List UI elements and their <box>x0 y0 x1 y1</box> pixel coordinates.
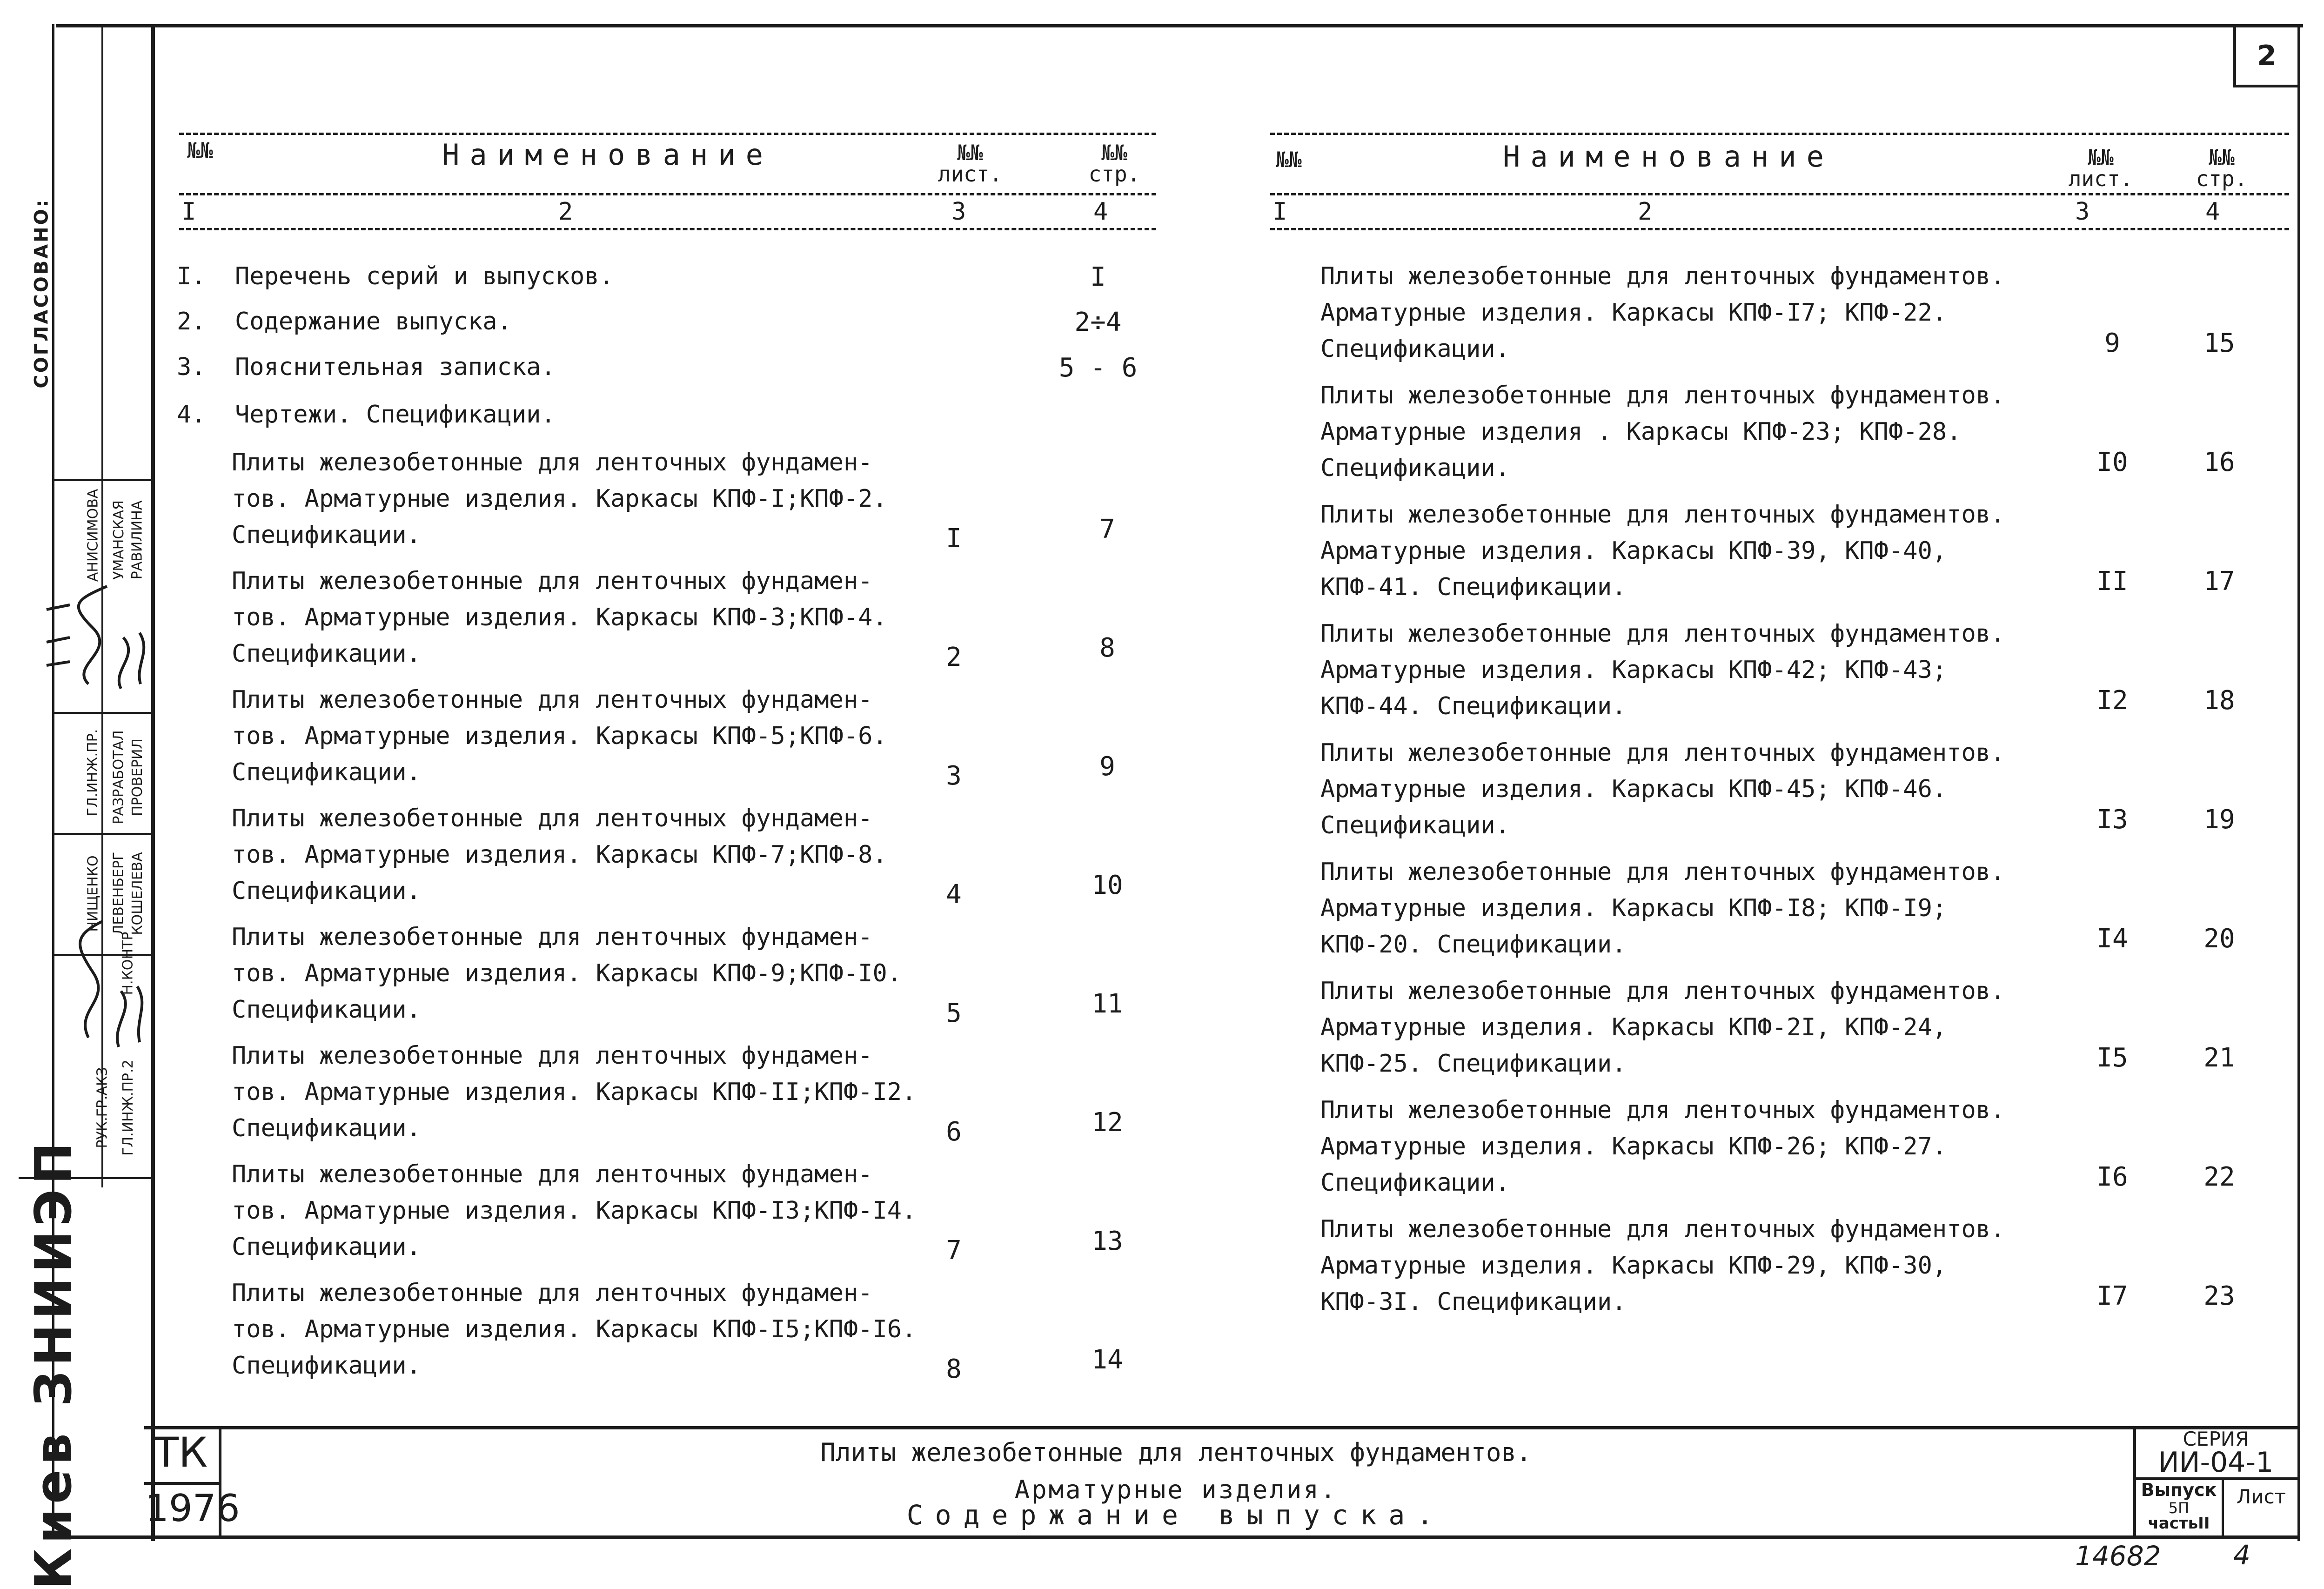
series-value: ИИ-04-1 <box>2158 1446 2274 1479</box>
right-entry-line-1: Плиты железобетонные для ленточных фундаментов. <box>1320 1215 2005 1243</box>
right-entry-sheet: I6 <box>2096 1162 2128 1192</box>
left-entry-sheet: 5 <box>946 998 962 1028</box>
left-entry-line-3: Спецификации. <box>232 521 421 549</box>
stamp-name-2: ЛЕВЕНБЕРГ <box>110 851 127 935</box>
right-entry-line-2: Арматурные изделия. Каркасы КПФ-29, КПФ-30, <box>1320 1252 1947 1280</box>
right-entry-line-3: Спецификации. <box>1320 335 1510 363</box>
intro-item-text: Перечень серий и выпусков. <box>235 262 614 290</box>
left-entry-page: 12 <box>1092 1107 1123 1138</box>
right-entry-sheet: I3 <box>2096 805 2128 835</box>
left-col-name-header: Наименование <box>442 138 773 172</box>
right-entry-line-2: Арматурные изделия. Каркасы КПФ-2I, КПФ-24, <box>1320 1013 1947 1041</box>
right-entry-sheet: I0 <box>2096 447 2128 477</box>
right-colnum-2: 2 <box>1638 198 1653 226</box>
right-entry-line-1: Плиты железобетонные для ленточных фундаментов. <box>1320 262 2005 290</box>
approval-label-cell <box>19 154 65 433</box>
page-number: 2 <box>2257 40 2277 72</box>
right-entry-sheet: II <box>2096 566 2128 597</box>
stamp-name-3: КОШЕЛЕВА <box>129 851 146 935</box>
left-entry-line-2: тов. Арматурные изделия. Каркасы КПФ-7;КПФ-8. <box>232 841 887 869</box>
right-entry-page: 22 <box>2203 1162 2235 1192</box>
left-entry-line-2: тов. Арматурные изделия. Каркасы КПФ-I3;КПФ-I4. <box>232 1197 917 1225</box>
part-label-text: часть <box>2148 1514 2198 1533</box>
intro-item-number: I. <box>177 262 206 290</box>
right-col-num-header: №№ <box>1276 147 1302 172</box>
right-col-page-header: №№ стр. <box>2196 145 2248 191</box>
right-entry-page: 18 <box>2203 685 2235 716</box>
right-table-rule-mid <box>1270 193 2289 195</box>
sheet-label: Лист <box>2236 1485 2286 1508</box>
title-line-2: Арматурные изделия. <box>1014 1475 1338 1504</box>
left-entry-line-1: Плиты железобетонные для ленточных фундамен- <box>232 923 873 951</box>
year-label: 1976 <box>145 1487 240 1530</box>
left-colnum-2: 2 <box>558 198 573 226</box>
right-table-rule-bottom <box>1270 228 2289 230</box>
left-colnum-1: I <box>181 198 196 226</box>
stamp-name-1: НИЩЕНКО <box>85 855 101 932</box>
right-entry-line-3: Спецификации. <box>1320 1169 1510 1197</box>
right-entry-sheet: I2 <box>2096 685 2128 716</box>
left-table-rule-bottom <box>179 228 1156 230</box>
right-entry-line-1: Плиты железобетонные для ленточных фундаментов. <box>1320 977 2005 1005</box>
right-entry-page: 23 <box>2203 1281 2235 1311</box>
stamp-role-1: ГЛ.ИНЖ.ПР.2 <box>120 1059 136 1156</box>
right-col-sheet-header: №№ лист. <box>2068 145 2133 191</box>
left-entry-line-1: Плиты железобетонные для ленточных фундамен- <box>232 805 873 832</box>
right-colnum-4: 4 <box>2205 198 2220 226</box>
stamp-name-4: АНИСИМОВА <box>85 489 101 582</box>
right-entry-line-1: Плиты железобетонные для ленточных фундаментов. <box>1320 620 2005 648</box>
series-label: СЕРИЯ <box>2183 1428 2249 1450</box>
intro-item-text: Пояснительная записка. <box>235 353 556 381</box>
footer-sheet: 4 <box>2233 1539 2250 1571</box>
right-entry-line-1: Плиты железобетонные для ленточных фундаментов. <box>1320 858 2005 886</box>
right-entry-line-3: Спецификации. <box>1320 811 1510 839</box>
title-block-top <box>144 1426 2298 1429</box>
stamp-name-6: РАВИЛИНА <box>129 500 146 579</box>
left-entry-sheet: 2 <box>946 642 962 672</box>
left-entry-sheet: 3 <box>946 761 962 791</box>
left-entry-sheet: 8 <box>946 1354 962 1384</box>
title-line-3: Содержание выпуска. <box>906 1499 1446 1531</box>
left-entry-line-3: Спецификации. <box>232 640 421 668</box>
stamp-role-3: Н.КОНТР <box>120 932 136 995</box>
right-entry-line-2: Арматурные изделия. Каркасы КПФ-I8; КПФ-I9; <box>1320 894 1947 922</box>
right-table-rule-top <box>1270 133 2289 135</box>
part-label <box>2135 1514 2223 1533</box>
right-entry-line-3: КПФ-25. Спецификации. <box>1320 1050 1627 1078</box>
left-entry-line-1: Плиты железобетонные для ленточных фундамен- <box>232 449 873 476</box>
right-entry-sheet: I7 <box>2096 1281 2128 1311</box>
right-entry-sheet: I4 <box>2096 924 2128 954</box>
intro-item-page: 5 - 6 <box>1058 353 1138 383</box>
title-line-1: Плиты железобетонные для ленточных фундаментов. <box>820 1438 1532 1467</box>
left-entry-line-1: Плиты железобетонные для ленточных фундамен- <box>232 1160 873 1188</box>
issue-value: 5П <box>2168 1499 2190 1517</box>
left-entry-sheet: 7 <box>946 1235 962 1266</box>
right-entry-sheet: 9 <box>2104 328 2120 358</box>
intro-item-number: 3. <box>177 353 206 381</box>
organization-name: Киев ЗНИИЭП <box>24 1137 83 1589</box>
frame-top <box>56 24 2303 27</box>
title-block-tk-sep <box>144 1482 221 1485</box>
stamp-role-4: ГЛ.ИНЖ.ПР. <box>85 729 101 816</box>
stamp-role-6: ПРОВЕРИЛ <box>129 738 146 816</box>
stamp-sep <box>52 479 152 481</box>
left-entry-line-3: Спецификации. <box>232 758 421 786</box>
right-entry-line-1: Плиты железобетонные для ленточных фундаментов. <box>1320 1096 2005 1124</box>
intro-item-text: Чертежи. Спецификации. <box>235 401 556 429</box>
left-col-sheet-header: №№ лист. <box>938 140 1003 187</box>
right-entry-line-1: Плиты железобетонные для ленточных фундаментов. <box>1320 382 2005 409</box>
right-entry-line-2: Арматурные изделия. Каркасы КПФ-45; КПФ-46. <box>1320 775 1947 803</box>
right-col-name-header: Наименование <box>1503 140 1834 174</box>
intro-item-number: 4. <box>177 401 206 429</box>
left-col-page-header: №№ стр. <box>1088 140 1140 187</box>
right-entry-line-3: КПФ-20. Спецификации. <box>1320 931 1627 959</box>
left-entry-sheet: I <box>946 523 962 554</box>
intro-item-page: I <box>1090 262 1106 292</box>
right-entry-line-2: Арматурные изделия. Каркасы КПФ-39, КПФ-40, <box>1320 537 1947 565</box>
left-table-rule-top <box>179 133 1156 135</box>
left-entry-page: 14 <box>1092 1345 1123 1375</box>
footer-code: 14682 <box>2075 1540 2161 1572</box>
right-entry-line-2: Арматурные изделия . Каркасы КПФ-23; КПФ-28. <box>1320 418 1962 446</box>
left-entry-line-1: Плиты железобетонные для ленточных фундамен- <box>232 1279 873 1307</box>
intro-item-text: Содержание выпуска. <box>235 308 512 335</box>
page-number-box <box>2233 27 2297 87</box>
part-value: II <box>2198 1514 2210 1533</box>
left-entry-page: 13 <box>1092 1226 1123 1256</box>
frame-bottom <box>51 1535 2300 1539</box>
tk-label: ТК <box>154 1428 208 1476</box>
right-entry-page: 17 <box>2203 566 2235 597</box>
left-entry-line-2: тов. Арматурные изделия. Каркасы КПФ-9;КПФ-I0. <box>232 959 902 987</box>
left-entry-page: 10 <box>1092 870 1123 900</box>
left-entry-line-3: Спецификации. <box>232 1233 421 1261</box>
left-entry-line-2: тов. Арматурные изделия. Каркасы КПФ-5;КПФ-6. <box>232 722 887 750</box>
right-entry-page: 15 <box>2203 328 2235 358</box>
left-entry-line-2: тов. Арматурные изделия. Каркасы КПФ-3;КПФ-4. <box>232 603 887 631</box>
left-entry-line-1: Плиты железобетонные для ленточных фундамен- <box>232 567 873 595</box>
left-colnum-3: 3 <box>951 198 966 226</box>
frame-right <box>2297 24 2300 1541</box>
intro-item-number: 2. <box>177 308 206 335</box>
left-entry-line-2: тов. Арматурные изделия. Каркасы КПФ-II;КПФ-I2. <box>232 1078 917 1106</box>
left-entry-line-1: Плиты железобетонные для ленточных фундамен- <box>232 1042 873 1070</box>
issue-label: Выпуск <box>2141 1480 2217 1500</box>
left-colnum-4: 4 <box>1093 198 1108 226</box>
right-entry-page: 19 <box>2203 805 2235 835</box>
right-colnum-1: I <box>1273 198 1287 226</box>
left-entry-sheet: 4 <box>946 879 962 910</box>
right-entry-page: 20 <box>2203 924 2235 954</box>
right-entry-line-3: КПФ-44. Спецификации. <box>1320 692 1627 720</box>
right-entry-line-3: КПФ-41. Спецификации. <box>1320 573 1627 601</box>
right-entry-page: 16 <box>2203 447 2235 477</box>
right-entry-line-2: Арматурные изделия. Каркасы КПФ-26; КПФ-27. <box>1320 1133 1947 1160</box>
left-entry-line-3: Спецификации. <box>232 996 421 1024</box>
left-entry-page: 7 <box>1099 514 1115 544</box>
left-entry-line-3: Спецификации. <box>232 877 421 905</box>
left-entry-line-2: тов. Арматурные изделия. Каркасы КПФ-I;КПФ-2. <box>232 485 887 513</box>
right-entry-line-2: Арматурные изделия. Каркасы КПФ-42; КПФ-43; <box>1320 656 1947 684</box>
left-table-rule-mid <box>179 193 1156 195</box>
right-entry-line-2: Арматурные изделия. Каркасы КПФ-I7; КПФ-22. <box>1320 299 1947 327</box>
right-entry-line-3: КПФ-3I. Спецификации. <box>1320 1288 1627 1316</box>
left-entry-sheet: 6 <box>946 1117 962 1147</box>
stamp-role-5: РАЗРАБОТАЛ <box>110 730 127 825</box>
organization-cell <box>14 1137 93 1589</box>
right-entry-page: 21 <box>2203 1043 2235 1073</box>
right-colnum-3: 3 <box>2075 198 2090 226</box>
approval-label: СОГЛАСОВАНО: <box>31 198 53 389</box>
intro-item-page: 2÷4 <box>1074 307 1122 337</box>
signatures-drawing <box>19 489 154 1177</box>
stamp-role-2: РУК.ГР.АКЗ <box>94 1066 111 1148</box>
right-entry-line-3: Спецификации. <box>1320 454 1510 482</box>
left-entry-line-3: Спецификации. <box>232 1352 421 1380</box>
left-entry-page: 9 <box>1099 751 1115 782</box>
right-entry-sheet: I5 <box>2096 1043 2128 1073</box>
left-entry-page: 8 <box>1099 633 1115 663</box>
right-entry-line-1: Плиты железобетонные для ленточных фундаментов. <box>1320 739 2005 767</box>
left-entry-line-1: Плиты железобетонные для ленточных фундамен- <box>232 686 873 714</box>
right-entry-line-1: Плиты железобетонные для ленточных фундаментов. <box>1320 501 2005 529</box>
left-entry-line-2: тов. Арматурные изделия. Каркасы КПФ-I5;КПФ-I6. <box>232 1315 917 1343</box>
left-entry-line-3: Спецификации. <box>232 1114 421 1142</box>
left-col-num-header: №№ <box>187 138 213 163</box>
left-entry-page: 11 <box>1092 989 1123 1019</box>
stamp-name-5: УМАНСКАЯ <box>110 500 127 580</box>
